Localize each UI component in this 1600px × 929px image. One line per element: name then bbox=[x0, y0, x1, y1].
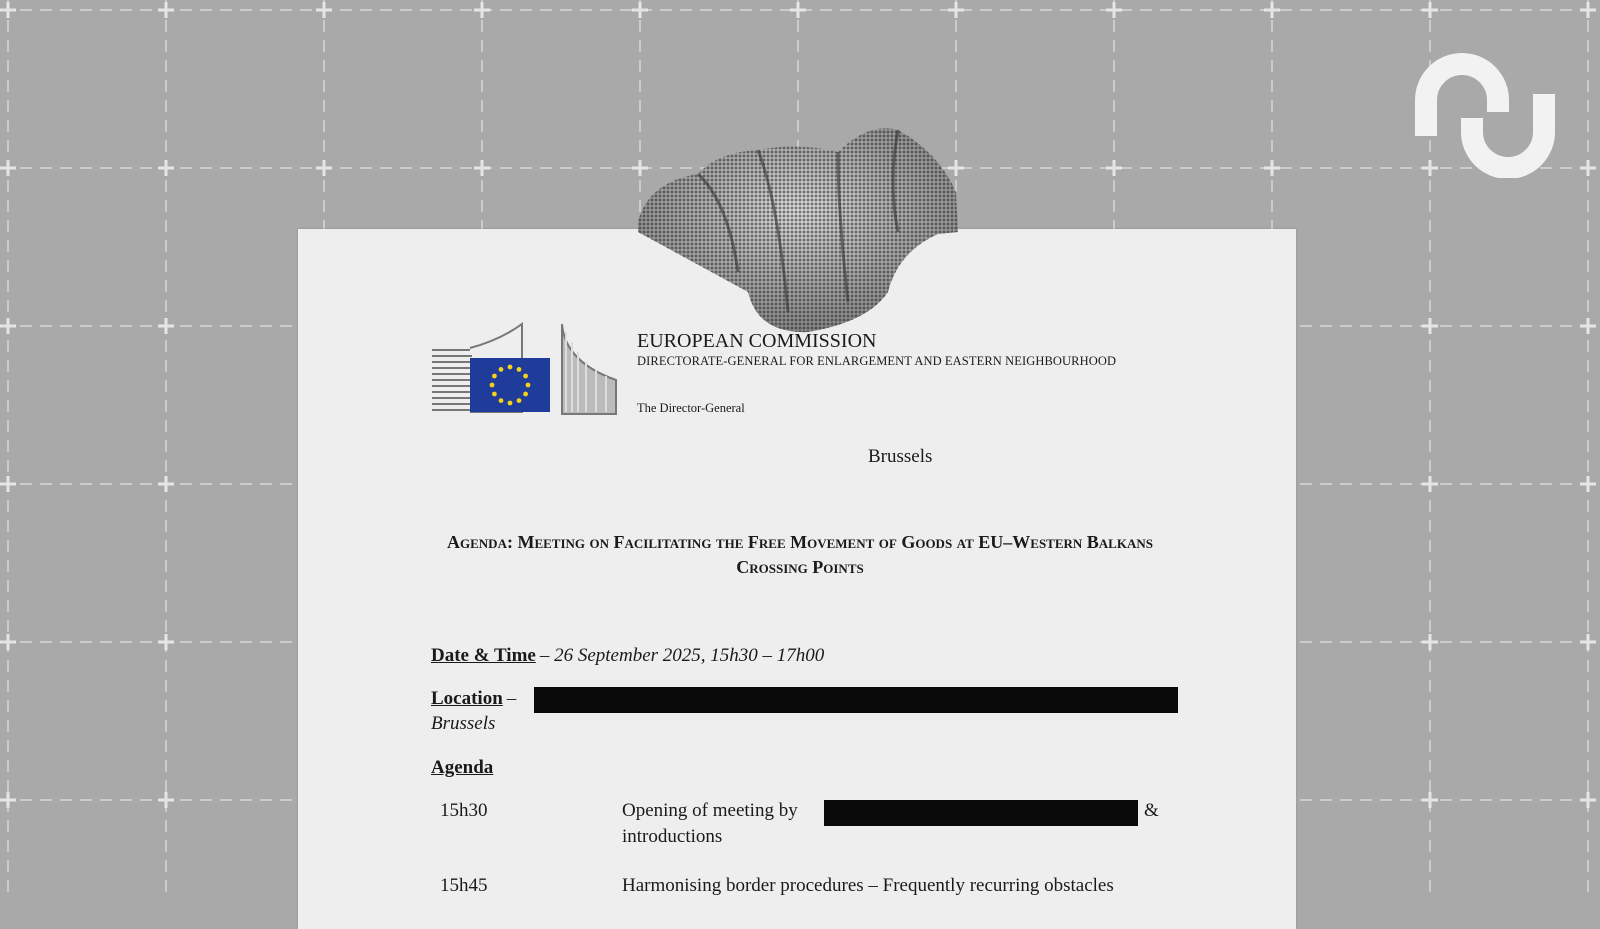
eu-star bbox=[523, 374, 528, 379]
grid-cross bbox=[1106, 160, 1122, 176]
european-commission-logo bbox=[430, 322, 618, 416]
grid-cross bbox=[1264, 160, 1280, 176]
eu-star bbox=[517, 398, 522, 403]
grid-cross bbox=[158, 318, 174, 334]
eu-star bbox=[492, 374, 497, 379]
location-line bbox=[431, 688, 516, 710]
redaction-bar bbox=[534, 687, 1178, 713]
grid-cross bbox=[1106, 2, 1122, 18]
grid-cross bbox=[0, 2, 16, 18]
directorate-name: DIRECTORATE-GENERAL FOR ENLARGEMENT AND EASTERN NEIGHBOURHOOD bbox=[637, 354, 1117, 368]
location-value: Brussels bbox=[431, 713, 496, 734]
eu-star bbox=[517, 367, 522, 372]
eu-star bbox=[508, 401, 513, 406]
grid-cross bbox=[1580, 160, 1596, 176]
grid-cross bbox=[0, 476, 16, 492]
eu-star bbox=[492, 392, 497, 397]
grid-cross bbox=[1422, 476, 1438, 492]
eu-star bbox=[499, 398, 504, 403]
grid-cross bbox=[1422, 634, 1438, 650]
location-label: Location bbox=[431, 688, 503, 709]
agenda-text: introductions bbox=[622, 826, 723, 847]
grid-cross bbox=[158, 634, 174, 650]
eu-star bbox=[508, 365, 513, 370]
grid-cross bbox=[1580, 2, 1596, 18]
grid-cross bbox=[1580, 476, 1596, 492]
grid-cross bbox=[1422, 2, 1438, 18]
grid-cross bbox=[158, 792, 174, 808]
grid-cross bbox=[0, 634, 16, 650]
grid-cross bbox=[316, 2, 332, 18]
grid-cross bbox=[948, 2, 964, 18]
agenda-text: Opening of meeting by bbox=[622, 800, 798, 821]
eu-star bbox=[523, 392, 528, 397]
agenda-time: 15h45 bbox=[440, 875, 488, 896]
city: Brussels bbox=[868, 446, 933, 467]
location-dash: – bbox=[506, 688, 517, 709]
signatory: The Director-General bbox=[637, 401, 745, 415]
agenda-text: & bbox=[1144, 800, 1159, 821]
date-time-line bbox=[431, 645, 824, 667]
grid-cross bbox=[790, 2, 806, 18]
grid-cross bbox=[1580, 792, 1596, 808]
eu-star bbox=[526, 383, 531, 388]
grid-cross bbox=[632, 2, 648, 18]
grid-cross bbox=[474, 160, 490, 176]
grid-cross bbox=[0, 160, 16, 176]
grid-cross bbox=[158, 160, 174, 176]
eu-star bbox=[490, 383, 495, 388]
grid-cross bbox=[474, 2, 490, 18]
grid-cross bbox=[1422, 792, 1438, 808]
date-time-label: Date & Time bbox=[431, 645, 536, 666]
organization-name: EUROPEAN COMMISSION bbox=[637, 330, 877, 352]
grid-cross bbox=[0, 792, 16, 808]
fist-illustration bbox=[638, 122, 964, 334]
grid-cross bbox=[316, 160, 332, 176]
agenda-time: 15h30 bbox=[440, 800, 488, 821]
publisher-logo bbox=[1414, 52, 1556, 178]
eu-star bbox=[499, 367, 504, 372]
grid-cross bbox=[158, 476, 174, 492]
grid-cross bbox=[1580, 318, 1596, 334]
grid-cross bbox=[1580, 634, 1596, 650]
document-title: Agenda: Meeting on Facilitating the Free Movement of Goods at EU–Western Balkans Crossing Points bbox=[447, 532, 1153, 577]
agenda-text: Harmonising border procedures – Frequently recurring obstacles bbox=[622, 875, 1114, 896]
redaction-bar bbox=[824, 800, 1138, 826]
agenda-label: Agenda bbox=[431, 757, 494, 778]
grid-cross bbox=[0, 318, 16, 334]
date-time-value: – 26 September 2025, 15h30 – 17h00 bbox=[539, 645, 825, 666]
grid-cross bbox=[1422, 318, 1438, 334]
grid-cross bbox=[1264, 2, 1280, 18]
grid-cross bbox=[158, 2, 174, 18]
